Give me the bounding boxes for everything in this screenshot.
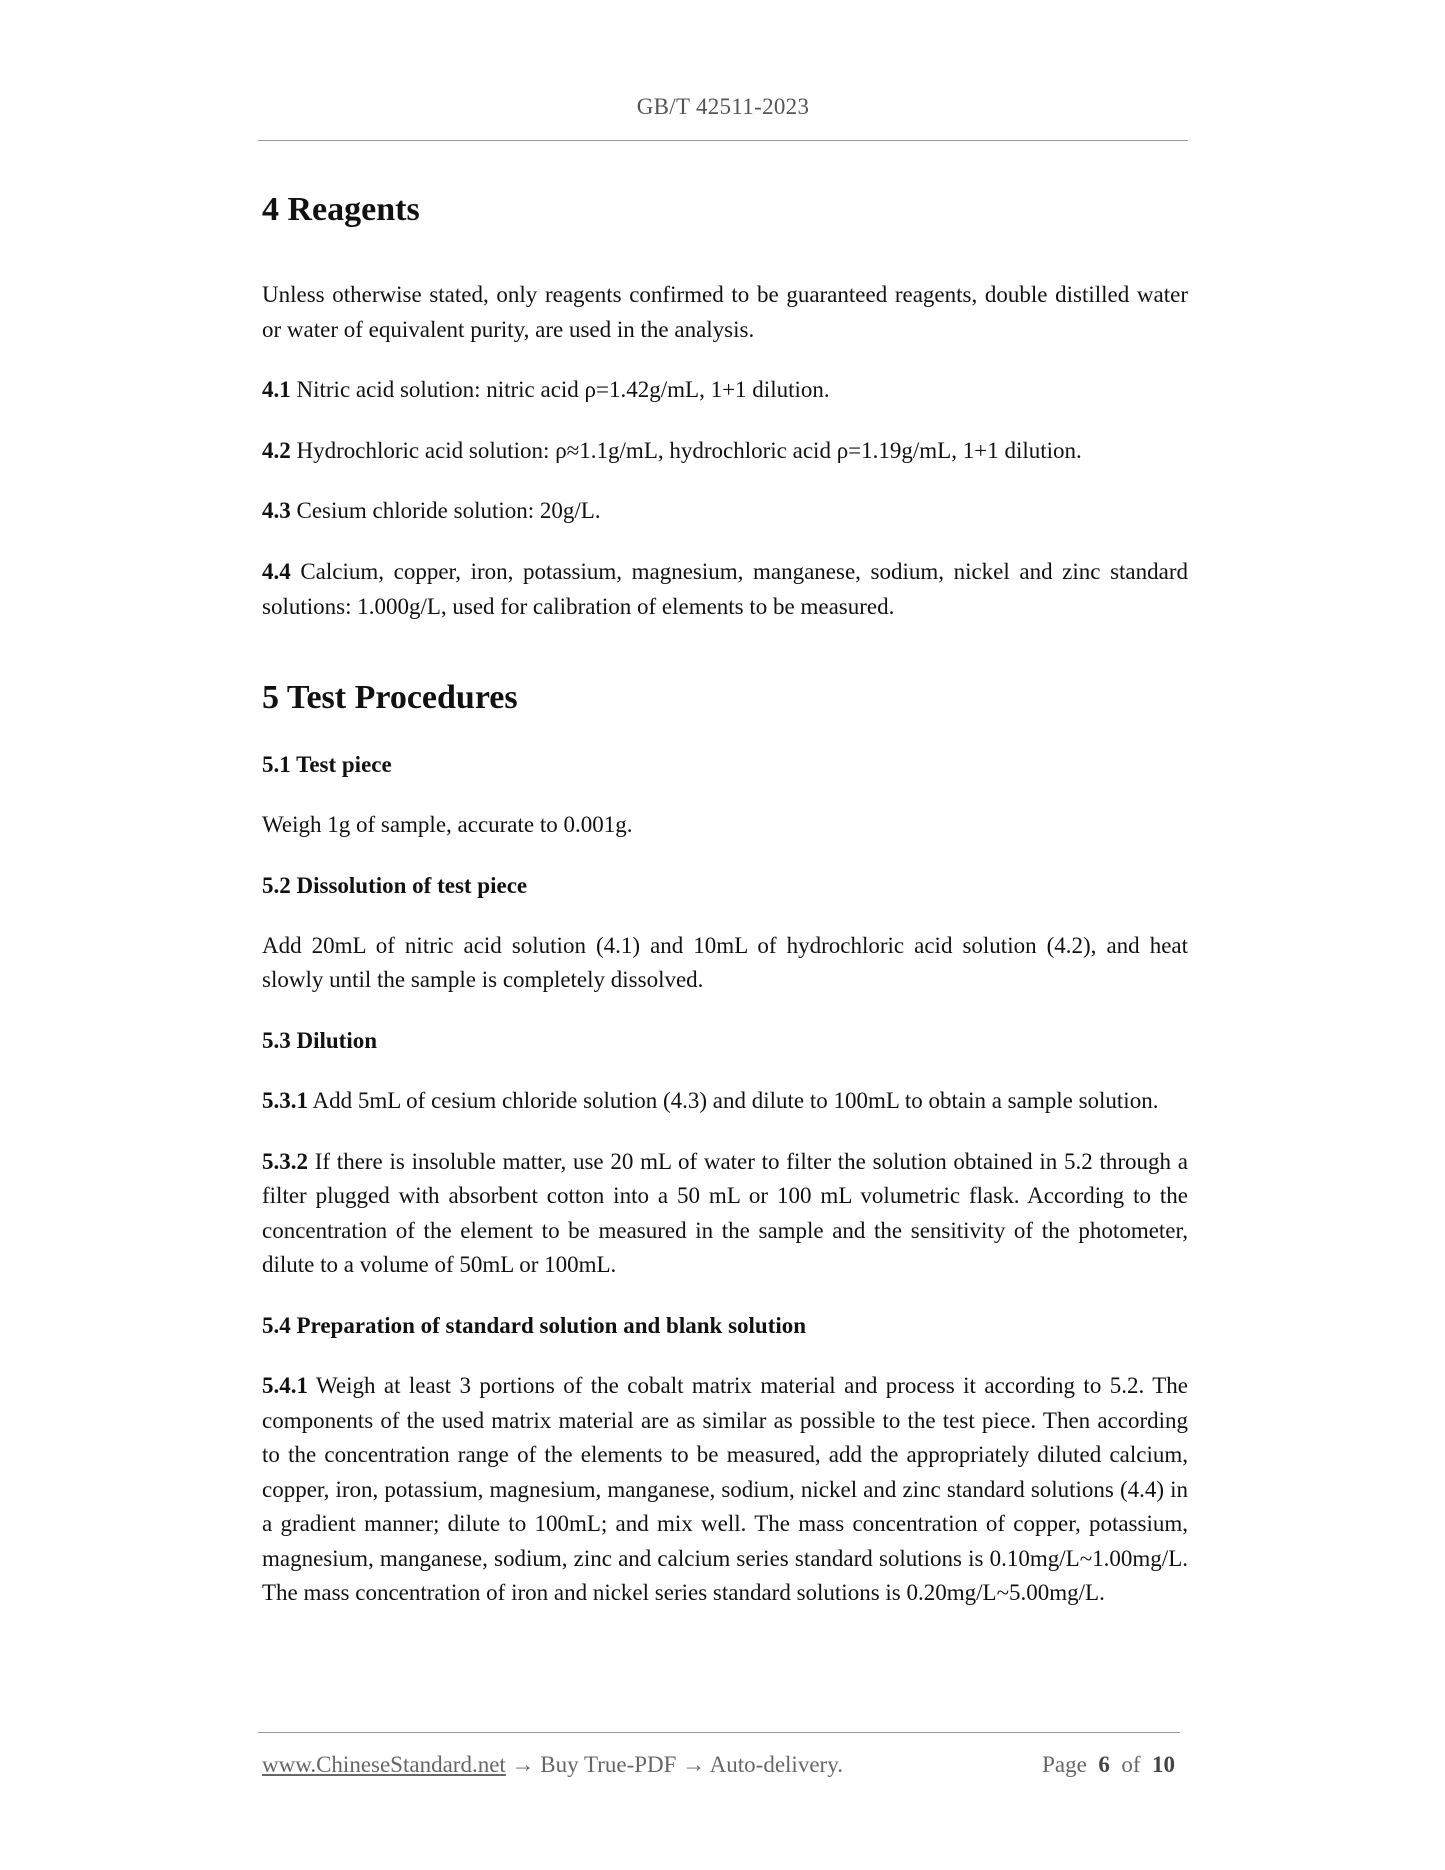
clause-text: Calcium, copper, iron, potassium, magnesium, manganese, sodium, nickel and zinc standard solutions: 1.000g/L, used for calibration of elements to be measured. — [262, 558, 1188, 619]
page-label: Page — [1042, 1752, 1087, 1777]
clause-4-2 — [262, 434, 1188, 469]
subsection-5-3-heading: 5.3 Dilution — [262, 1027, 378, 1053]
of-label: of — [1121, 1752, 1141, 1777]
subsection-5-1-text: Weigh 1g of sample, accurate to 0.001g. — [262, 812, 633, 838]
section-4-heading: 4 Reagents — [262, 191, 420, 228]
page-content — [262, 188, 1188, 1611]
arrow-right-icon: → — [511, 1752, 535, 1777]
footer-divider — [258, 1732, 1180, 1733]
page-indicator — [1042, 1752, 1175, 1778]
clause-text: If there is insoluble matter, use 20 mL of water to filter the solution obtained in 5.2 through a filter plugged with absorbent cotton into a 50 mL or 100 mL volumetric flask. According to the concentration of the element to be measured in the sample and the sensitivity of the photometer, dilute to a volume of 50mL or 100mL. — [262, 1148, 1188, 1278]
clause-4-1 — [262, 373, 1188, 408]
clause-4-4 — [262, 555, 1188, 624]
total-pages-number: 10 — [1152, 1752, 1175, 1777]
clause-5-3-1 — [262, 1084, 1188, 1119]
subsection-5-2-heading: 5.2 Dissolution of test piece — [262, 872, 528, 898]
clause-5-4-1 — [262, 1369, 1188, 1611]
arrow-right-icon: → — [682, 1752, 706, 1777]
header-title: GB/T 42511-2023 — [636, 94, 810, 119]
clause-number: 4.2 — [262, 437, 291, 463]
clause-number: 5.4.1 — [262, 1372, 308, 1398]
subsection-5-1-heading: 5.1 Test piece — [262, 752, 392, 778]
auto-delivery-text: Auto-delivery. — [709, 1752, 843, 1777]
page-footer — [262, 1752, 1180, 1786]
website-link[interactable]: www.ChineseStandard.net — [262, 1752, 506, 1777]
subsection-5-4-heading: 5.4 Preparation of standard solution and blank solution — [262, 1312, 807, 1338]
clause-4-3 — [262, 494, 1188, 529]
clause-text: Weigh at least 3 portions of the cobalt matrix material and process it according to 5.2. The components of the used matrix material are as similar as possible to the test piece. Then according to the concentration range of the elements to be measured, add the appropriately diluted calcium, copper, iron, potassium, magnesium, manganese, sodium, nickel and zinc standard solutions (4.4) in a gradient manner; dilute to 100mL; and mix well. The mass concentration of copper, potassium, magnesium, manganese, sodium, zinc and calcium series standard solutions is 0.10mg/L~1.00mg/L. The mass concentration of iron and nickel series standard solutions is 0.20mg/L~5.00mg/L. — [262, 1372, 1188, 1606]
clause-number: 5.3.2 — [262, 1148, 308, 1174]
clause-5-3-2 — [262, 1145, 1188, 1283]
footer-promo — [262, 1752, 843, 1778]
header-divider — [258, 140, 1188, 141]
clause-number: 4.1 — [262, 377, 291, 403]
section-5-heading: 5 Test Procedures — [262, 679, 518, 717]
clause-text: Cesium chloride solution: 20g/L. — [290, 498, 601, 524]
clause-number: 5.3.1 — [262, 1087, 308, 1113]
clause-text: Add 5mL of cesium chloride solution (4.3) and dilute to 100mL to obtain a sample solution. — [308, 1087, 1159, 1113]
clause-text: Hydrochloric acid solution: ρ≈1.1g/mL, hydrochloric acid ρ=1.19g/mL, 1+1 dilution. — [290, 437, 1082, 463]
clause-number: 4.3 — [262, 498, 291, 524]
subsection-5-2-text: Add 20mL of nitric acid solution (4.1) and 10mL of hydrochloric acid solution (4.2), and heat slowly until the sample is completely dissolved. — [262, 932, 1188, 993]
clause-number: 4.4 — [262, 558, 291, 584]
clause-text: Nitric acid solution: nitric acid ρ=1.42g/mL, 1+1 dilution. — [290, 377, 830, 403]
current-page-number: 6 — [1098, 1752, 1110, 1777]
section-4-intro: Unless otherwise stated, only reagents confirmed to be guaranteed reagents, double distilled water or water of equivalent purity, are used in the analysis. — [262, 282, 1188, 342]
buy-pdf-text: Buy True-PDF — [540, 1752, 677, 1777]
